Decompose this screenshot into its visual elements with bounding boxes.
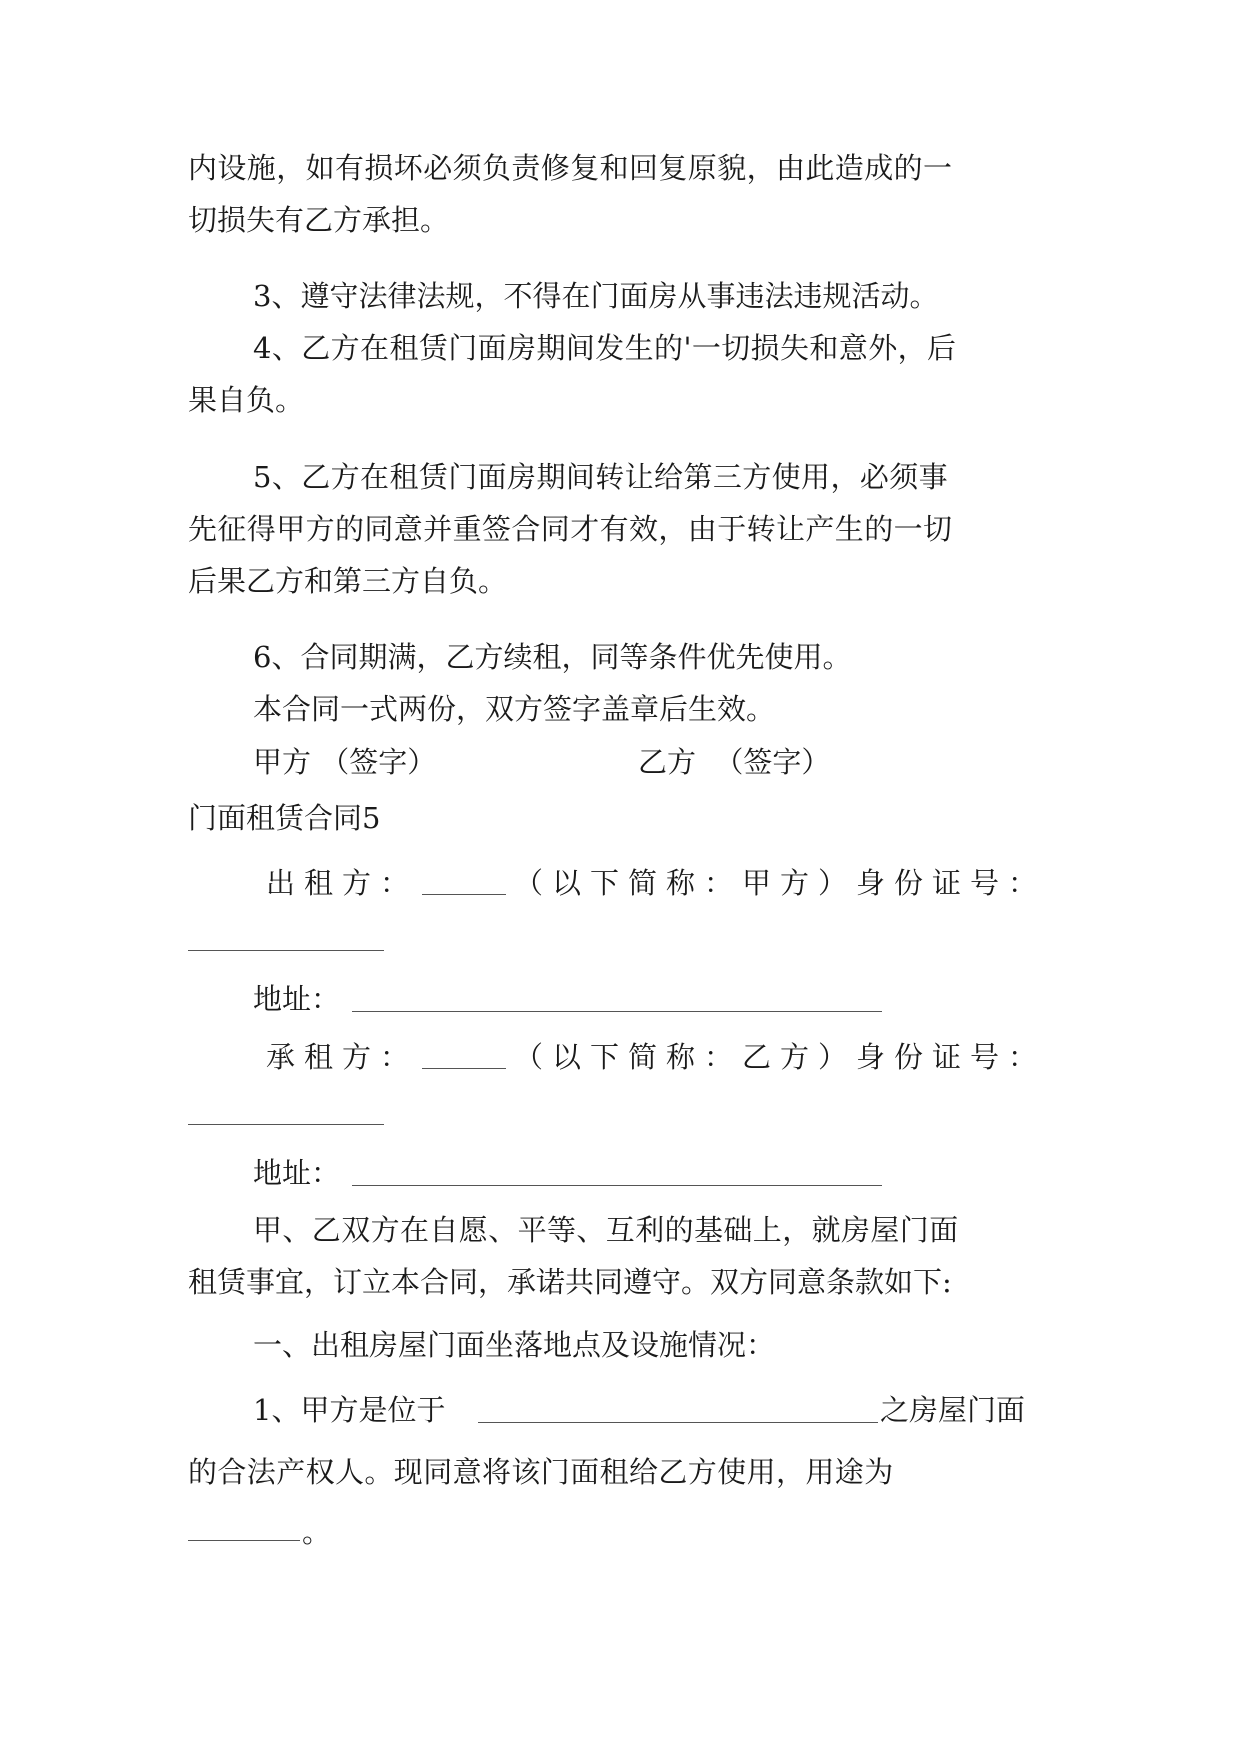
paragraph-line: 6、合同期满，乙方续租，同等条件优先使用。 — [253, 640, 852, 674]
paragraph-line: 先征得甲方的同意并重签合同才有效，由于转让产生的一切 — [188, 512, 953, 546]
address-label: 地址： — [253, 1156, 341, 1190]
address-label: 地址： — [253, 982, 341, 1016]
paragraph-line: 之房屋门面 — [880, 1393, 1026, 1427]
lessor-label: 出租方： — [266, 866, 419, 900]
lessee-id-blank — [188, 1124, 384, 1125]
lessee-label: 承租方： — [266, 1040, 419, 1074]
contract-heading: 门面租赁合同5 — [188, 801, 381, 835]
paragraph-line: 。 — [302, 1515, 332, 1549]
paragraph-line: 甲、乙双方在自愿、平等、互利的基础上，就房屋门面 — [253, 1213, 959, 1247]
signature-party-b: 乙方 （签字） — [638, 745, 831, 779]
address-blank — [352, 1185, 882, 1186]
paragraph-line: 1、甲方是位于 — [253, 1393, 446, 1427]
paragraph-line: 内设施，如有损坏必须负责修复和回复原貌，由此造成的一 — [188, 151, 953, 185]
paragraph-line: 5、乙方在租赁门面房期间转让给第三方使用，必须事 — [253, 460, 949, 494]
paragraph-line: 租赁事宜，订立本合同，承诺共同遵守。双方同意条款如下: — [188, 1265, 952, 1299]
address-blank — [352, 1011, 882, 1012]
paragraph-line: 切损失有乙方承担。 — [188, 203, 450, 237]
purpose-blank — [188, 1540, 300, 1541]
section-heading: 一、出租房屋门面坐落地点及设施情况： — [253, 1328, 776, 1362]
lessor-id-blank — [188, 950, 384, 951]
lessee-id-label: （以下简称：乙方）身份证号： — [514, 1040, 1047, 1074]
location-blank — [478, 1422, 878, 1423]
lessor-id-label: （以下简称：甲方）身份证号： — [514, 866, 1047, 900]
paragraph-line: 4、乙方在租赁门面房期间发生的'一切损失和意外，后 — [253, 331, 957, 365]
paragraph-line: 本合同一式两份，双方签字盖章后生效。 — [253, 692, 776, 726]
lessor-name-blank — [422, 866, 506, 895]
paragraph-line: 果自负。 — [188, 383, 305, 417]
paragraph-line: 的合法产权人。现同意将该门面租给乙方使用，用途为 — [188, 1455, 894, 1489]
paragraph-line: 3、遵守法律法规，不得在门面房从事违法违规活动。 — [253, 279, 939, 313]
lessee-name-blank — [422, 1040, 506, 1069]
signature-party-a: 甲方 （签字） — [253, 745, 437, 779]
paragraph-line: 后果乙方和第三方自负。 — [188, 564, 508, 598]
